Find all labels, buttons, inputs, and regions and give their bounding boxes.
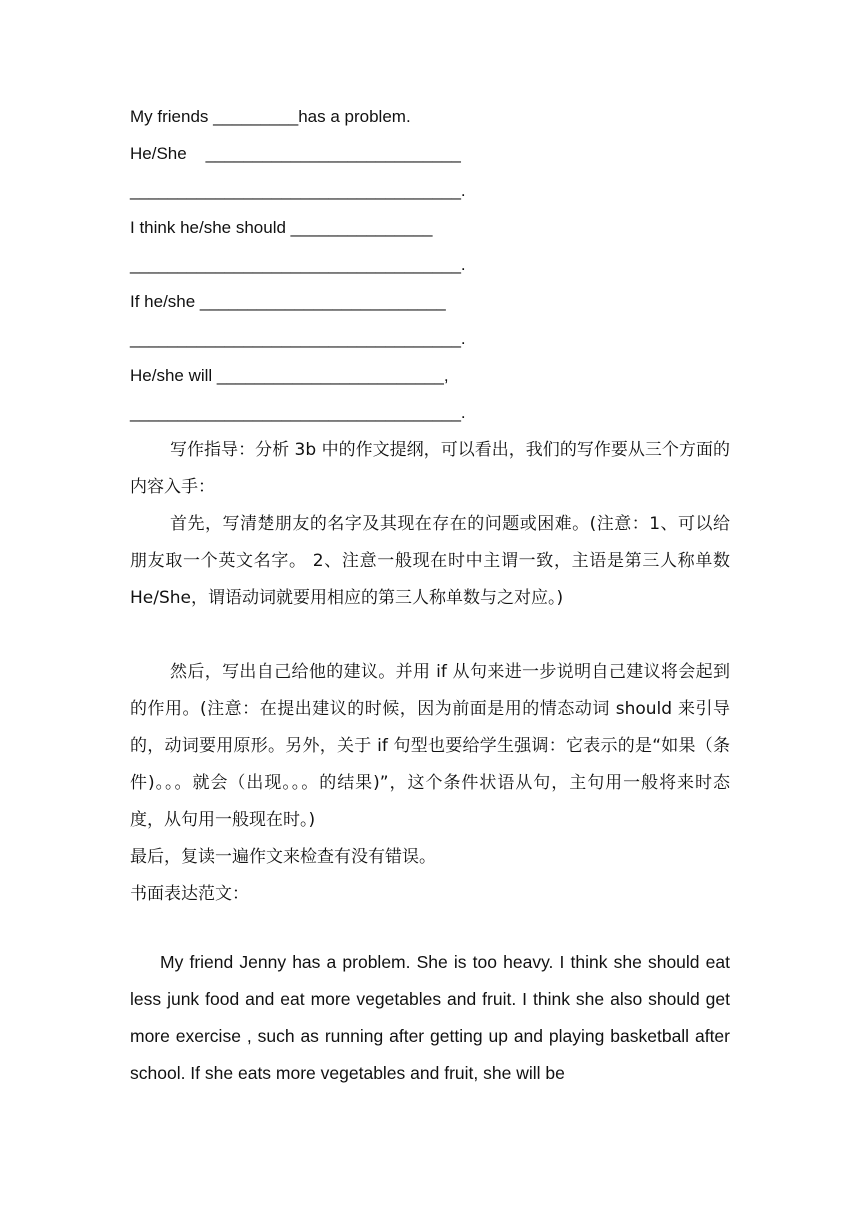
template-line-2: He/She ___________________________ — [130, 144, 461, 163]
template-line-6: If he/she __________________________ — [130, 292, 446, 311]
guide-paragraph-4: 最后，复读一遍作文来检查有没有错误。 — [130, 847, 436, 867]
template-line-5: ___________________________________. — [130, 255, 466, 274]
template-line-9: ___________________________________. — [130, 403, 466, 422]
template-line-1: My friends _________has a problem. — [130, 107, 411, 126]
template-line-4: I think he/she should _______________ — [130, 218, 433, 237]
template-line-7: ___________________________________. — [130, 329, 466, 348]
guide-paragraph-3: 然后，写出自己给他的建议。并用 if 从句来进一步说明自己建议将会起到的作用。(注意：在提出建议的时候，因为前面是用的情态动词 should 来引导的，动词要用原形。另外，关于 if 句型也要给学生强调：它表示的是“如果（条件)。。。就会（出现。。。的结果)”，这个条件状语从句，主句用一般将来时态度，从句用一般现在时。) — [130, 662, 730, 830]
sample-essay: My friend Jenny has a problem. She is too heavy. I think she should eat less junk food and eat more vegetables and fruit. I think she also should get more exercise , such as running after getting up and playing basketball after school. If she eats more vegetables and fruit, she will be — [130, 952, 730, 1083]
guide-paragraph-2: 首先，写清楚朋友的名字及其现在存在的问题或困难。(注意：1、可以给朋友取一个英文名字。 2、注意一般现在时中主谓一致，主语是第三人称单数 He/She，谓语动词就要用相应的第三人称单数与之对应。) — [130, 514, 730, 608]
template-line-8: He/she will ________________________, — [130, 366, 449, 385]
sample-essay-heading: 书面表达范文： — [130, 884, 249, 904]
guide-paragraph-1: 写作指导：分析 3b 中的作文提纲，可以看出，我们的写作要从三个方面的内容入手： — [130, 440, 730, 497]
template-line-3: ___________________________________. — [130, 181, 466, 200]
